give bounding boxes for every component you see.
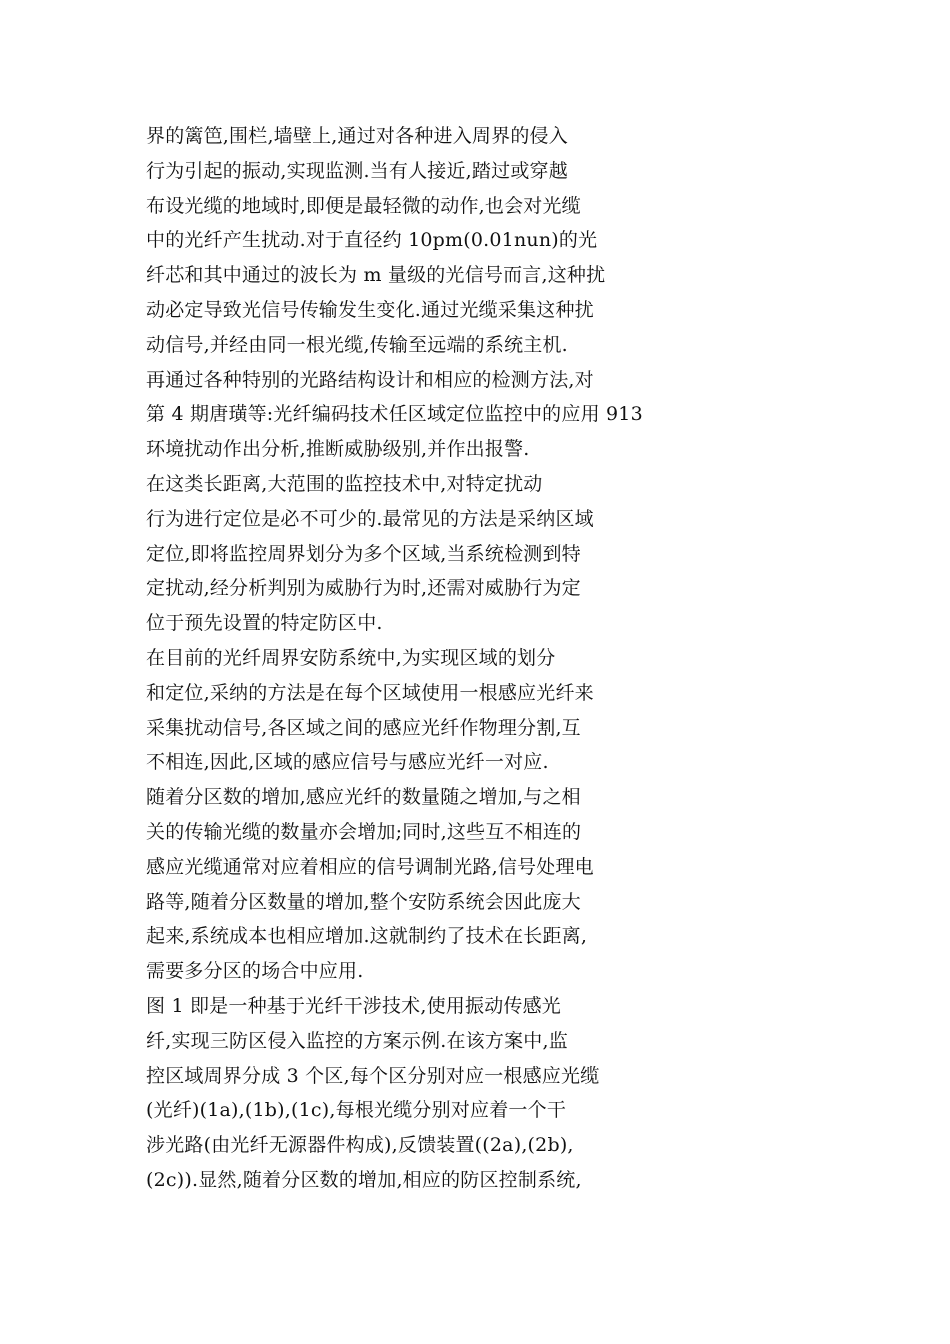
text-line: 布设光缆的地域时,即便是最轻微的动作,也会对光缆 [146,194,581,217]
text-line: 行为进行定位是必不可少的.最常见的方法是采纳区域 [146,507,594,530]
text-line: 采集扰动信号,各区域之间的感应光纤作物理分割,互 [146,716,581,739]
running-header-line: 第 4 期唐璜等:光纤编码技术任区域定位监控中的应用 913 [146,403,643,426]
text-line: 控区域周界分成 3 个区,每个区分别对应一根感应光缆 [146,1064,600,1087]
body-text [146,122,846,1201]
text-line: 动必定导致光信号传输发生变化.通过光缆采集这种扰 [146,298,594,321]
text-line: 随着分区数的增加,感应光纤的数量随之增加,与之相 [146,786,581,809]
text-line: 纤,实现三防区侵入监控的方案示例.在该方案中,监 [146,1029,568,1052]
text-line: 图 1 即是一种基于光纤干涉技术,使用振动传感光 [146,994,562,1017]
text-line: 需要多分区的场合中应用. [146,960,364,983]
text-line: 不相连,因此,区域的感应信号与感应光纤一对应. [146,751,549,774]
text-line: 行为引起的振动,实现监测.当有人接近,踏过或穿越 [146,159,568,182]
text-line: 在目前的光纤周界安防系统中,为实现区域的划分 [146,646,556,669]
text-line: 定位,即将监控周界划分为多个区域,当系统检测到特 [146,542,581,565]
text-line: 位于预先设置的特定防区中. [146,612,383,635]
text-line: 关的传输光缆的数量亦会增加;同时,这些互不相连的 [146,820,582,843]
text-line: (光纤)(1a),(1b),(1c),每根光缆分别对应着一个干 [146,1099,567,1122]
text-line: 纤芯和其中通过的波长为 m 量级的光信号而言,这种扰 [146,264,606,287]
text-line: 起来,系统成本也相应增加.这就制约了技术在长距离, [146,925,588,948]
text-line: 感应光缆通常对应着相应的信号调制光路,信号处理电 [146,855,594,878]
text-line: 路等,随着分区数量的增加,整个安防系统会因此庞大 [146,890,581,913]
text-line: 涉光路(由光纤无源器件构成),反馈装置((2a),(2b), [146,1134,574,1157]
text-line: 在这类长距离,大范围的监控技术中,对特定扰动 [146,472,543,495]
text-line: 环境扰动作出分析,推断威胁级别,并作出报警. [146,438,530,461]
text-line: 动信号,并经由同一根光缆,传输至远端的系统主机. [146,333,568,356]
text-line: 中的光纤产生扰动.对于直径约 10pm(0.01nun)的光 [146,229,598,252]
text-line: 定扰动,经分析判别为威胁行为时,还需对威胁行为定 [146,577,581,600]
text-line: (2c)).显然,随着分区数的增加,相应的防区控制系统, [146,1168,582,1191]
text-line: 和定位,采纳的方法是在每个区域使用一根感应光纤来 [146,681,594,704]
text-line: 再通过各种特别的光路结构设计和相应的检测方法,对 [146,368,594,391]
text-line: 界的篱笆,围栏,墙壁上,通过对各种进入周界的侵入 [146,125,568,147]
